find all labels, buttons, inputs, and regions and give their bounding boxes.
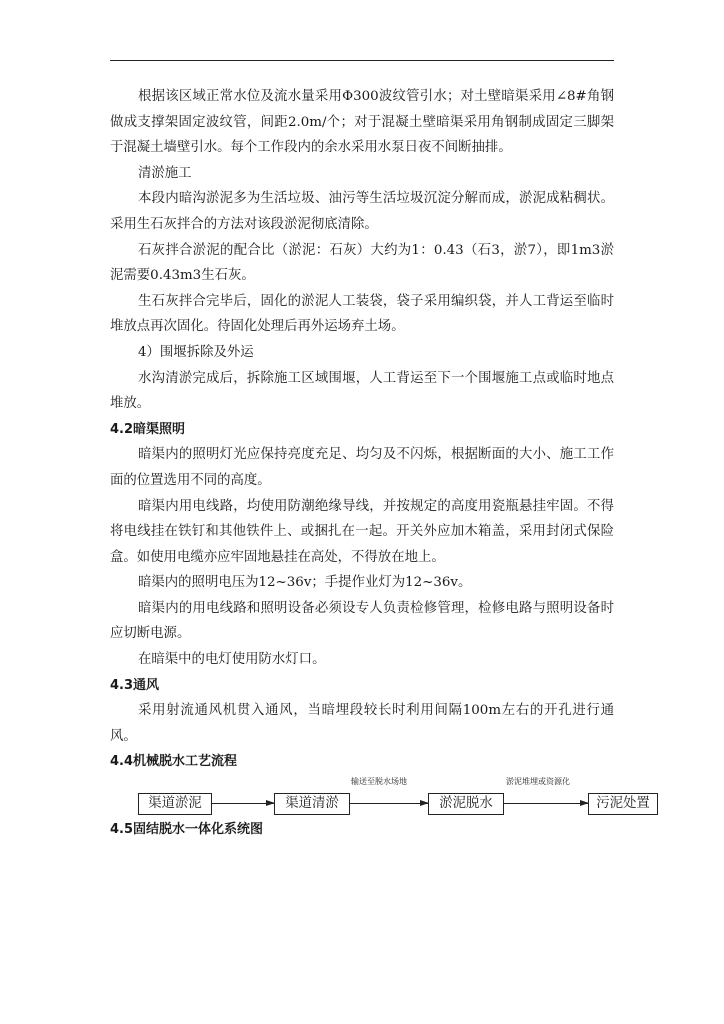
paragraph-drainage: 根据该区域正常水位及流水量采用Φ300波纹管引水；对土壁暗渠采用∠8#角钢做成支撑架固定波纹管，间距2.0m/个；对于混凝土壁暗渠采用角钢制成固定三脚架于混凝土墙壁引水。每个工作段内的余水采用水泵日夜不间断抽排。 bbox=[110, 89, 614, 156]
paragraph-sludge-origin: 本段内暗沟淤泥多为生活垃圾、油污等生活垃圾沉淀分解而成，淤泥成粘稠状。采用生石灰拌合的方法对该段淤泥彻底清除。 bbox=[110, 191, 614, 232]
paragraph-lighting-3: 暗渠内的照明电压为12~36v；手提作业灯为12~36v。 bbox=[138, 575, 472, 591]
paragraph-lighting-5: 在暗渠中的电灯使用防水灯口。 bbox=[138, 652, 326, 668]
flow-arrow-2 bbox=[350, 803, 428, 804]
paragraph-ventilation: 采用射流通风机贯入通风，当暗埋段较长时利用间隔100m左右的开孔进行通风。 bbox=[110, 703, 614, 744]
subheading-desilting: 清淤施工 bbox=[138, 165, 192, 181]
section-heading-4-2: 4.2暗渠照明 bbox=[110, 421, 186, 437]
flow-arrow-3 bbox=[504, 803, 588, 804]
section-heading-4-4: 4.4机械脱水工艺流程 bbox=[110, 754, 238, 770]
paragraph-lighting-4: 暗渠内的用电线路和照明设备必须设专人负责检修管理，检修电路与照明设备时应切断电源。 bbox=[110, 600, 614, 642]
paragraph-bagging: 生石灰拌合完毕后，固化的淤泥人工装袋，袋子采用编织袋，并人工背运至临时堆放点再次固化。待固化处理后再外运场弃土场。 bbox=[110, 293, 614, 335]
subheading-cofferdam-removal: 4）围堰拆除及外运 bbox=[138, 344, 254, 360]
paragraph-lighting-2: 暗渠内用电线路，均使用防潮绝缘导线，并按规定的高度用瓷瓶悬挂牢固。不得将电线挂在铁钉和其他铁件上、或捆扎在一起。开关外应加木箱盖，采用封闭式保险盒。如使用电缆亦应牢固地悬挂在高处，不得放在地上。 bbox=[110, 498, 614, 565]
paragraph-lighting-1: 暗渠内的照明灯光应保持亮度充足、均匀及不闪烁，根据断面的大小、施工工作面的位置选用不同的高度。 bbox=[110, 447, 614, 488]
header-rule bbox=[110, 60, 614, 61]
process-flow-diagram bbox=[110, 777, 650, 817]
paragraph-lime-ratio: 石灰拌合淤泥的配合比（淤泥：石灰）大约为1：0.43（石3，淤7），即1m3淤泥需要0.43m3生石灰。 bbox=[110, 242, 614, 284]
flow-box-dredging: 渠道清淤 bbox=[274, 793, 350, 815]
flow-arrow-label-disposal: 淤泥堆埋或资源化 bbox=[506, 777, 570, 787]
flow-box-sludge-disposal: 污泥处置 bbox=[588, 793, 658, 815]
flow-arrow-1 bbox=[212, 803, 274, 804]
section-heading-4-3: 4.3通风 bbox=[110, 677, 160, 693]
flow-box-sludge: 渠道淤泥 bbox=[138, 793, 212, 815]
flow-box-dewatering: 淤泥脱水 bbox=[428, 793, 504, 815]
section-heading-4-5: 4.5固结脱水一体化系统图 bbox=[110, 822, 264, 838]
document-body bbox=[110, 84, 650, 843]
paragraph-cofferdam: 水沟清淤完成后，拆除施工区域围堰，人工背运至下一个围堰施工点或临时地点堆放。 bbox=[110, 370, 614, 412]
flow-arrow-label-transport: 输送至脱水场地 bbox=[351, 777, 407, 787]
